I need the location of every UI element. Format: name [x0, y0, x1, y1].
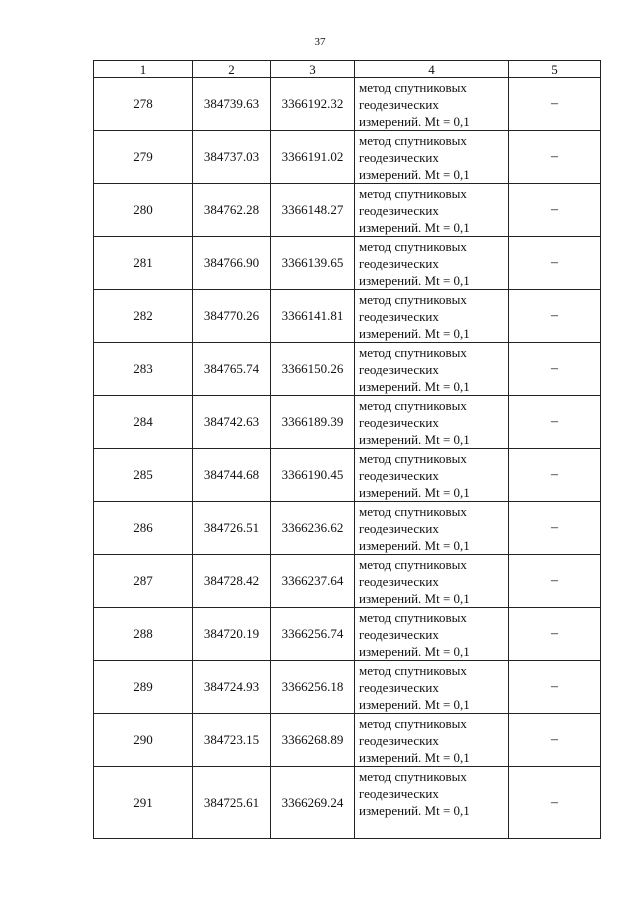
method-line: измерений. Mt = 0,1	[359, 590, 470, 606]
method-line: измерений. Mt = 0,1	[359, 803, 470, 818]
column-header-4: 4	[355, 61, 509, 78]
method-cell	[355, 555, 509, 608]
column-header-1: 1	[94, 61, 193, 78]
point-number-cell: 291	[94, 767, 193, 839]
point-number-cell: 289	[94, 661, 193, 714]
method-line: метод спутниковых	[359, 79, 467, 95]
x-coordinate-cell: 384728.42	[193, 555, 271, 608]
point-number-cell: 279	[94, 131, 193, 184]
column-header-2: 2	[193, 61, 271, 78]
y-coordinate-cell: 3366141.81	[271, 290, 355, 343]
table-row	[94, 78, 601, 131]
note-cell: –	[509, 184, 601, 237]
method-line: измерений. Mt = 0,1	[359, 378, 470, 394]
y-coordinate-cell: 3366191.02	[271, 131, 355, 184]
method-line: измерений. Mt = 0,1	[359, 325, 470, 341]
table-row	[94, 661, 601, 714]
method-line: измерений. Mt = 0,1	[359, 431, 470, 447]
method-line: измерений. Mt = 0,1	[359, 537, 470, 553]
method-line: геодезических	[359, 361, 439, 377]
note-cell: –	[509, 502, 601, 555]
method-line: геодезических	[359, 202, 439, 218]
method-cell	[355, 608, 509, 661]
note-cell: –	[509, 555, 601, 608]
point-number-cell: 290	[94, 714, 193, 767]
column-header-3: 3	[271, 61, 355, 78]
y-coordinate-cell: 3366139.65	[271, 237, 355, 290]
point-number-cell: 280	[94, 184, 193, 237]
table-row	[94, 767, 601, 839]
method-line: метод спутниковых	[359, 238, 467, 254]
method-cell	[355, 78, 509, 131]
table-row	[94, 290, 601, 343]
method-line: геодезических	[359, 255, 439, 271]
method-line: геодезических	[359, 520, 439, 536]
y-coordinate-cell: 3366150.26	[271, 343, 355, 396]
x-coordinate-cell: 384765.74	[193, 343, 271, 396]
note-cell: –	[509, 767, 601, 839]
method-cell	[355, 449, 509, 502]
point-number-cell: 288	[94, 608, 193, 661]
y-coordinate-cell: 3366236.62	[271, 502, 355, 555]
column-header-5: 5	[509, 61, 601, 78]
x-coordinate-cell: 384766.90	[193, 237, 271, 290]
method-line: геодезических	[359, 679, 439, 695]
table-row	[94, 396, 601, 449]
y-coordinate-cell: 3366256.74	[271, 608, 355, 661]
note-cell: –	[509, 290, 601, 343]
method-cell	[355, 343, 509, 396]
y-coordinate-cell: 3366237.64	[271, 555, 355, 608]
point-number-cell: 282	[94, 290, 193, 343]
note-cell: –	[509, 343, 601, 396]
y-coordinate-cell: 3366189.39	[271, 396, 355, 449]
method-line: измерений. Mt = 0,1	[359, 484, 470, 500]
method-cell	[355, 661, 509, 714]
note-cell: –	[509, 396, 601, 449]
method-line: измерений. Mt = 0,1	[359, 166, 470, 182]
method-line: измерений. Mt = 0,1	[359, 113, 470, 129]
x-coordinate-cell: 384737.03	[193, 131, 271, 184]
method-line: геодезических	[359, 96, 439, 112]
method-cell	[355, 237, 509, 290]
note-cell: –	[509, 661, 601, 714]
table-row	[94, 131, 601, 184]
method-line: геодезических	[359, 149, 439, 165]
method-line: метод спутниковых	[359, 769, 467, 784]
x-coordinate-cell: 384725.61	[193, 767, 271, 839]
table-row	[94, 184, 601, 237]
method-line: измерений. Mt = 0,1	[359, 272, 470, 288]
method-line: геодезических	[359, 573, 439, 589]
point-number-cell: 283	[94, 343, 193, 396]
method-line: метод спутниковых	[359, 344, 467, 360]
x-coordinate-cell: 384742.63	[193, 396, 271, 449]
note-cell: –	[509, 714, 601, 767]
coordinates-table	[93, 60, 601, 839]
point-number-cell: 278	[94, 78, 193, 131]
method-line: метод спутниковых	[359, 450, 467, 466]
note-cell: –	[509, 78, 601, 131]
table-row	[94, 449, 601, 502]
point-number-cell: 285	[94, 449, 193, 502]
note-cell: –	[509, 131, 601, 184]
method-line: измерений. Mt = 0,1	[359, 643, 470, 659]
method-line: метод спутниковых	[359, 556, 467, 572]
note-cell: –	[509, 449, 601, 502]
x-coordinate-cell: 384744.68	[193, 449, 271, 502]
point-number-cell: 281	[94, 237, 193, 290]
method-cell	[355, 396, 509, 449]
table-row	[94, 714, 601, 767]
y-coordinate-cell: 3366192.32	[271, 78, 355, 131]
y-coordinate-cell: 3366268.89	[271, 714, 355, 767]
point-number-cell: 287	[94, 555, 193, 608]
table-row	[94, 343, 601, 396]
method-line: метод спутниковых	[359, 662, 467, 678]
point-number-cell: 284	[94, 396, 193, 449]
x-coordinate-cell: 384723.15	[193, 714, 271, 767]
page-number: 37	[314, 36, 326, 48]
method-line: метод спутниковых	[359, 609, 467, 625]
method-line: метод спутниковых	[359, 185, 467, 201]
method-cell	[355, 184, 509, 237]
method-line: измерений. Mt = 0,1	[359, 219, 470, 235]
table-header-row	[94, 61, 601, 78]
method-line: метод спутниковых	[359, 397, 467, 413]
method-line: метод спутниковых	[359, 715, 467, 731]
note-cell: –	[509, 237, 601, 290]
y-coordinate-cell: 3366148.27	[271, 184, 355, 237]
x-coordinate-cell: 384762.28	[193, 184, 271, 237]
table-row	[94, 608, 601, 661]
method-line: метод спутниковых	[359, 503, 467, 519]
table-row	[94, 237, 601, 290]
x-coordinate-cell: 384726.51	[193, 502, 271, 555]
table-row	[94, 502, 601, 555]
point-number-cell: 286	[94, 502, 193, 555]
x-coordinate-cell: 384770.26	[193, 290, 271, 343]
method-line: геодезических	[359, 626, 439, 642]
method-line: метод спутниковых	[359, 291, 467, 307]
y-coordinate-cell: 3366256.18	[271, 661, 355, 714]
method-line: измерений. Mt = 0,1	[359, 696, 470, 712]
method-line: геодезических	[359, 414, 439, 430]
y-coordinate-cell: 3366190.45	[271, 449, 355, 502]
method-cell	[355, 767, 509, 839]
x-coordinate-cell: 384739.63	[193, 78, 271, 131]
y-coordinate-cell: 3366269.24	[271, 767, 355, 839]
note-cell: –	[509, 608, 601, 661]
table-body	[94, 78, 601, 839]
method-line: геодезических	[359, 467, 439, 483]
method-line: геодезических	[359, 308, 439, 324]
method-line: метод спутниковых	[359, 132, 467, 148]
method-cell	[355, 714, 509, 767]
x-coordinate-cell: 384724.93	[193, 661, 271, 714]
method-cell	[355, 131, 509, 184]
table-row	[94, 555, 601, 608]
x-coordinate-cell: 384720.19	[193, 608, 271, 661]
method-line: геодезических	[359, 732, 439, 748]
method-cell	[355, 290, 509, 343]
method-line: измерений. Mt = 0,1	[359, 749, 470, 765]
method-line: геодезических	[359, 786, 439, 801]
method-cell	[355, 502, 509, 555]
